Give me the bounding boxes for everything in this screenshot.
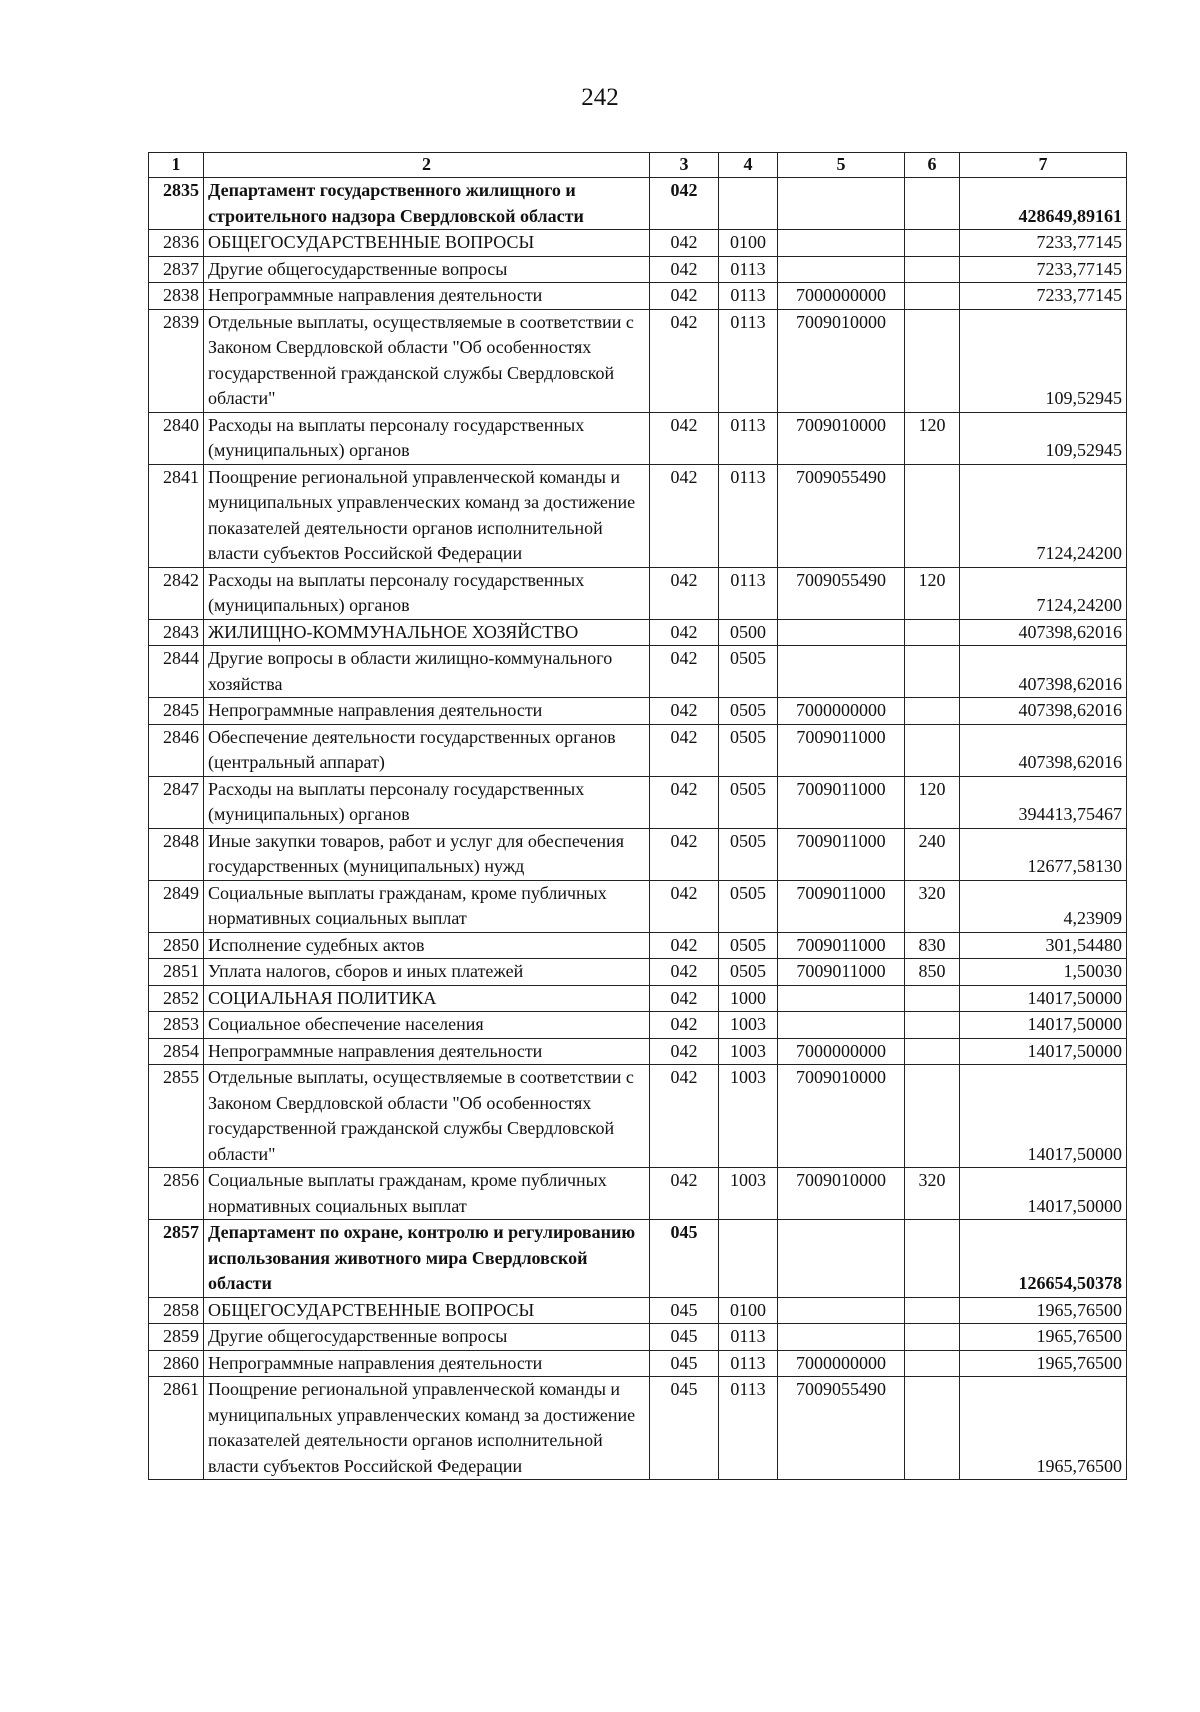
row-amount-cell: 1965,76500: [960, 1297, 1127, 1324]
row-name-cell: Расходы на выплаты персоналу государственных (муниципальных) органов: [204, 567, 650, 619]
row-number-cell: 2837: [149, 256, 204, 283]
table-row: [149, 567, 1127, 619]
header-col-2: 2: [204, 153, 650, 178]
row-name-cell: Непрограммные направления деятельности: [204, 1350, 650, 1377]
row-section-code-cell: 0505: [719, 959, 778, 986]
row-section-code-cell: 0505: [719, 646, 778, 698]
row-expense-type-cell: 320: [905, 880, 960, 932]
row-department-code-cell: 042: [650, 932, 719, 959]
row-amount-cell: 407398,62016: [960, 619, 1127, 646]
row-department-code-cell: 042: [650, 646, 719, 698]
row-expense-type-cell: [905, 1297, 960, 1324]
table-row: [149, 412, 1127, 464]
row-target-article-cell: [778, 1012, 905, 1039]
row-section-code-cell: 0505: [719, 698, 778, 725]
row-expense-type-cell: [905, 178, 960, 230]
row-expense-type-cell: [905, 1220, 960, 1298]
row-name-cell: Расходы на выплаты персоналу государственных (муниципальных) органов: [204, 776, 650, 828]
row-number-cell: 2858: [149, 1297, 204, 1324]
table-row: [149, 985, 1127, 1012]
row-expense-type-cell: 120: [905, 567, 960, 619]
row-expense-type-cell: 320: [905, 1168, 960, 1220]
row-section-code-cell: 1000: [719, 985, 778, 1012]
header-col-3: 3: [650, 153, 719, 178]
row-department-code-cell: 042: [650, 1012, 719, 1039]
row-section-code-cell: 0100: [719, 1297, 778, 1324]
row-amount-cell: 14017,50000: [960, 985, 1127, 1012]
row-expense-type-cell: [905, 1350, 960, 1377]
row-number-cell: 2846: [149, 724, 204, 776]
row-target-article-cell: [778, 619, 905, 646]
row-department-code-cell: 045: [650, 1377, 719, 1480]
row-department-code-cell: 042: [650, 309, 719, 412]
row-section-code-cell: 0113: [719, 283, 778, 310]
row-section-code-cell: 0113: [719, 309, 778, 412]
row-name-cell: Другие общегосударственные вопросы: [204, 256, 650, 283]
row-section-code-cell: 0113: [719, 256, 778, 283]
row-section-code-cell: 1003: [719, 1065, 778, 1168]
table-row: [149, 283, 1127, 310]
row-target-article-cell: [778, 1220, 905, 1298]
table-row: [149, 1065, 1127, 1168]
row-section-code-cell: 0113: [719, 412, 778, 464]
row-expense-type-cell: 830: [905, 932, 960, 959]
row-target-article-cell: [778, 256, 905, 283]
table-row: [149, 619, 1127, 646]
row-name-cell: ЖИЛИЩНО-КОММУНАЛЬНОЕ ХОЗЯЙСТВО: [204, 619, 650, 646]
row-target-article-cell: [778, 230, 905, 257]
row-expense-type-cell: [905, 619, 960, 646]
row-expense-type-cell: [905, 698, 960, 725]
table-row: [149, 1168, 1127, 1220]
row-number-cell: 2854: [149, 1038, 204, 1065]
row-number-cell: 2856: [149, 1168, 204, 1220]
row-name-cell: Непрограммные направления деятельности: [204, 283, 650, 310]
row-expense-type-cell: [905, 283, 960, 310]
row-number-cell: 2836: [149, 230, 204, 257]
row-expense-type-cell: [905, 1324, 960, 1351]
row-section-code-cell: 0113: [719, 1377, 778, 1480]
row-section-code-cell: 0113: [719, 464, 778, 567]
row-expense-type-cell: [905, 724, 960, 776]
header-col-5: 5: [778, 153, 905, 178]
table-row: [149, 646, 1127, 698]
row-number-cell: 2851: [149, 959, 204, 986]
row-name-cell: Обеспечение деятельности государственных органов (центральный аппарат): [204, 724, 650, 776]
row-name-cell: Непрограммные направления деятельности: [204, 1038, 650, 1065]
row-number-cell: 2843: [149, 619, 204, 646]
row-target-article-cell: 7009011000: [778, 724, 905, 776]
row-department-code-cell: 042: [650, 724, 719, 776]
table-row: [149, 698, 1127, 725]
table-row: [149, 776, 1127, 828]
row-target-article-cell: 7000000000: [778, 1350, 905, 1377]
row-section-code-cell: 0113: [719, 1324, 778, 1351]
row-target-article-cell: [778, 1297, 905, 1324]
row-name-cell: Социальное обеспечение населения: [204, 1012, 650, 1039]
row-department-code-cell: 042: [650, 230, 719, 257]
table-row: [149, 256, 1127, 283]
table-row: [149, 309, 1127, 412]
row-number-cell: 2859: [149, 1324, 204, 1351]
row-target-article-cell: 7009010000: [778, 1168, 905, 1220]
table-row: [149, 880, 1127, 932]
row-amount-cell: 407398,62016: [960, 646, 1127, 698]
row-target-article-cell: [778, 985, 905, 1012]
row-department-code-cell: 045: [650, 1297, 719, 1324]
row-amount-cell: 12677,58130: [960, 828, 1127, 880]
table-row: [149, 178, 1127, 230]
row-target-article-cell: [778, 1324, 905, 1351]
row-name-cell: ОБЩЕГОСУДАРСТВЕННЫЕ ВОПРОСЫ: [204, 230, 650, 257]
row-amount-cell: 14017,50000: [960, 1012, 1127, 1039]
row-name-cell: Другие общегосударственные вопросы: [204, 1324, 650, 1351]
row-department-code-cell: 042: [650, 256, 719, 283]
row-name-cell: Поощрение региональной управленческой команды и муниципальных управленческих команд за достижение показателей деятельности органов исполнительной власти субъектов Российской Федерации: [204, 1377, 650, 1480]
row-expense-type-cell: [905, 646, 960, 698]
row-department-code-cell: 042: [650, 698, 719, 725]
row-department-code-cell: 042: [650, 1065, 719, 1168]
row-section-code-cell: [719, 178, 778, 230]
row-section-code-cell: 0100: [719, 230, 778, 257]
row-section-code-cell: 0505: [719, 828, 778, 880]
row-section-code-cell: [719, 1220, 778, 1298]
row-number-cell: 2841: [149, 464, 204, 567]
row-department-code-cell: 042: [650, 959, 719, 986]
row-number-cell: 2853: [149, 1012, 204, 1039]
row-amount-cell: 394413,75467: [960, 776, 1127, 828]
row-amount-cell: 1965,76500: [960, 1377, 1127, 1480]
row-amount-cell: 7124,24200: [960, 567, 1127, 619]
row-section-code-cell: 0113: [719, 567, 778, 619]
row-amount-cell: 7233,77145: [960, 256, 1127, 283]
row-number-cell: 2838: [149, 283, 204, 310]
header-row: [149, 153, 1127, 178]
row-number-cell: 2861: [149, 1377, 204, 1480]
row-target-article-cell: 7000000000: [778, 283, 905, 310]
row-amount-cell: 14017,50000: [960, 1038, 1127, 1065]
row-name-cell: Другие вопросы в области жилищно-коммунального хозяйства: [204, 646, 650, 698]
row-department-code-cell: 042: [650, 1168, 719, 1220]
row-target-article-cell: 7009011000: [778, 828, 905, 880]
row-amount-cell: 1,50030: [960, 959, 1127, 986]
row-section-code-cell: 0505: [719, 724, 778, 776]
row-amount-cell: 14017,50000: [960, 1168, 1127, 1220]
row-target-article-cell: 7009011000: [778, 880, 905, 932]
table-row: [149, 1038, 1127, 1065]
row-amount-cell: 109,52945: [960, 412, 1127, 464]
row-section-code-cell: 0505: [719, 776, 778, 828]
row-expense-type-cell: [905, 1065, 960, 1168]
row-target-article-cell: 7009010000: [778, 309, 905, 412]
row-amount-cell: 14017,50000: [960, 1065, 1127, 1168]
row-target-article-cell: 7009055490: [778, 567, 905, 619]
row-expense-type-cell: [905, 1012, 960, 1039]
table-body: [149, 178, 1127, 1480]
row-target-article-cell: 7000000000: [778, 698, 905, 725]
row-department-code-cell: 042: [650, 1038, 719, 1065]
row-department-code-cell: 042: [650, 283, 719, 310]
table-row: [149, 932, 1127, 959]
row-amount-cell: 407398,62016: [960, 698, 1127, 725]
row-name-cell: Социальные выплаты гражданам, кроме публичных нормативных социальных выплат: [204, 880, 650, 932]
row-name-cell: СОЦИАЛЬНАЯ ПОЛИТИКА: [204, 985, 650, 1012]
row-department-code-cell: 042: [650, 776, 719, 828]
row-number-cell: 2845: [149, 698, 204, 725]
row-expense-type-cell: [905, 464, 960, 567]
row-amount-cell: 301,54480: [960, 932, 1127, 959]
row-department-code-cell: 042: [650, 464, 719, 567]
table-row: [149, 959, 1127, 986]
table-row: [149, 1377, 1127, 1480]
row-name-cell: Поощрение региональной управленческой команды и муниципальных управленческих команд за достижение показателей деятельности органов исполнительной власти субъектов Российской Федерации: [204, 464, 650, 567]
row-target-article-cell: 7009010000: [778, 1065, 905, 1168]
row-expense-type-cell: [905, 309, 960, 412]
row-department-code-cell: 042: [650, 412, 719, 464]
row-section-code-cell: 0500: [719, 619, 778, 646]
row-department-code-cell: 045: [650, 1324, 719, 1351]
table-row: [149, 464, 1127, 567]
table-row: [149, 724, 1127, 776]
budget-table: [148, 152, 1127, 1480]
table-row: [149, 828, 1127, 880]
row-name-cell: Расходы на выплаты персоналу государственных (муниципальных) органов: [204, 412, 650, 464]
row-name-cell: Уплата налогов, сборов и иных платежей: [204, 959, 650, 986]
row-target-article-cell: 7009011000: [778, 959, 905, 986]
row-amount-cell: 428649,89161: [960, 178, 1127, 230]
row-section-code-cell: 0505: [719, 880, 778, 932]
row-number-cell: 2842: [149, 567, 204, 619]
row-amount-cell: 4,23909: [960, 880, 1127, 932]
header-col-1: 1: [149, 153, 204, 178]
row-expense-type-cell: 120: [905, 412, 960, 464]
row-name-cell: Иные закупки товаров, работ и услуг для обеспечения государственных (муниципальных) нужд: [204, 828, 650, 880]
row-target-article-cell: 7009011000: [778, 932, 905, 959]
row-name-cell: Департамент по охране, контролю и регулированию использования животного мира Свердловской области: [204, 1220, 650, 1298]
row-department-code-cell: 045: [650, 1220, 719, 1298]
row-name-cell: Непрограммные направления деятельности: [204, 698, 650, 725]
row-number-cell: 2849: [149, 880, 204, 932]
header-col-7: 7: [960, 153, 1127, 178]
row-expense-type-cell: [905, 985, 960, 1012]
row-amount-cell: 407398,62016: [960, 724, 1127, 776]
table-row: [149, 1324, 1127, 1351]
row-name-cell: Исполнение судебных актов: [204, 932, 650, 959]
row-target-article-cell: 7009010000: [778, 412, 905, 464]
table-row: [149, 230, 1127, 257]
row-number-cell: 2848: [149, 828, 204, 880]
row-name-cell: ОБЩЕГОСУДАРСТВЕННЫЕ ВОПРОСЫ: [204, 1297, 650, 1324]
row-expense-type-cell: [905, 1377, 960, 1480]
row-amount-cell: 7124,24200: [960, 464, 1127, 567]
row-expense-type-cell: [905, 230, 960, 257]
row-number-cell: 2857: [149, 1220, 204, 1298]
table-row: [149, 1350, 1127, 1377]
row-target-article-cell: [778, 178, 905, 230]
row-target-article-cell: 7009055490: [778, 464, 905, 567]
row-number-cell: 2840: [149, 412, 204, 464]
row-number-cell: 2850: [149, 932, 204, 959]
row-expense-type-cell: 240: [905, 828, 960, 880]
row-expense-type-cell: 120: [905, 776, 960, 828]
page-number: 242: [581, 84, 619, 111]
table-row: [149, 1220, 1127, 1298]
row-number-cell: 2847: [149, 776, 204, 828]
row-department-code-cell: 042: [650, 567, 719, 619]
row-target-article-cell: 7009011000: [778, 776, 905, 828]
row-expense-type-cell: 850: [905, 959, 960, 986]
row-number-cell: 2839: [149, 309, 204, 412]
row-department-code-cell: 042: [650, 985, 719, 1012]
row-amount-cell: 126654,50378: [960, 1220, 1127, 1298]
row-section-code-cell: 1003: [719, 1168, 778, 1220]
header-col-4: 4: [719, 153, 778, 178]
row-department-code-cell: 042: [650, 178, 719, 230]
row-target-article-cell: [778, 646, 905, 698]
row-number-cell: 2852: [149, 985, 204, 1012]
row-target-article-cell: 7009055490: [778, 1377, 905, 1480]
row-number-cell: 2855: [149, 1065, 204, 1168]
table-row: [149, 1012, 1127, 1039]
row-amount-cell: 7233,77145: [960, 283, 1127, 310]
row-amount-cell: 1965,76500: [960, 1324, 1127, 1351]
row-name-cell: Социальные выплаты гражданам, кроме публичных нормативных социальных выплат: [204, 1168, 650, 1220]
row-section-code-cell: 1003: [719, 1038, 778, 1065]
row-section-code-cell: 1003: [719, 1012, 778, 1039]
row-name-cell: Отдельные выплаты, осуществляемые в соответствии с Законом Свердловской области "Об особенностях государственной гражданской службы Свердловской области": [204, 1065, 650, 1168]
row-department-code-cell: 042: [650, 619, 719, 646]
row-expense-type-cell: [905, 256, 960, 283]
row-amount-cell: 7233,77145: [960, 230, 1127, 257]
header-col-6: 6: [905, 153, 960, 178]
row-department-code-cell: 045: [650, 1350, 719, 1377]
row-section-code-cell: 0505: [719, 932, 778, 959]
row-name-cell: Отдельные выплаты, осуществляемые в соответствии с Законом Свердловской области "Об особенностях государственной гражданской службы Свердловской области": [204, 309, 650, 412]
row-number-cell: 2860: [149, 1350, 204, 1377]
row-department-code-cell: 042: [650, 828, 719, 880]
row-target-article-cell: 7000000000: [778, 1038, 905, 1065]
row-section-code-cell: 0113: [719, 1350, 778, 1377]
row-amount-cell: 109,52945: [960, 309, 1127, 412]
row-expense-type-cell: [905, 1038, 960, 1065]
row-name-cell: Департамент государственного жилищного и строительного надзора Свердловской области: [204, 178, 650, 230]
row-number-cell: 2844: [149, 646, 204, 698]
row-number-cell: 2835: [149, 178, 204, 230]
table-row: [149, 1297, 1127, 1324]
row-amount-cell: 1965,76500: [960, 1350, 1127, 1377]
row-department-code-cell: 042: [650, 880, 719, 932]
